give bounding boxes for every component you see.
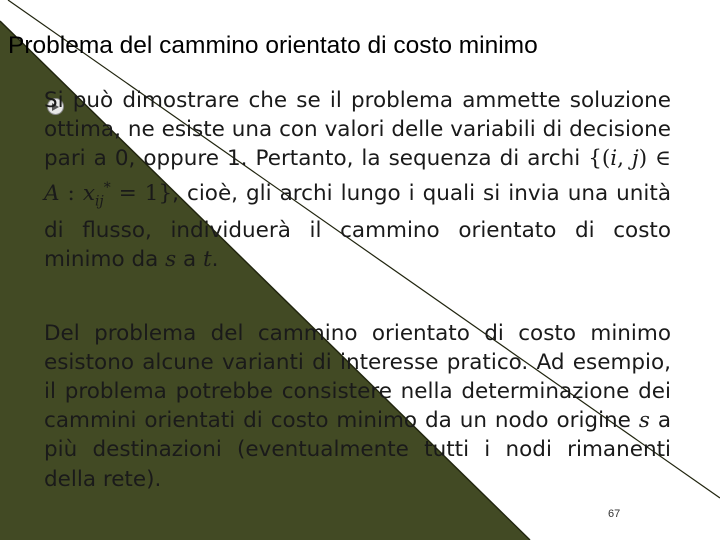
source-node-symbol: s — [165, 247, 177, 273]
paragraph2-text-after: a più destinazioni (eventualmente tutti i nodi rimanenti della rete). — [44, 408, 672, 492]
page-number: 67 — [608, 508, 621, 520]
slide-body — [44, 86, 671, 494]
paragraph1-text-end: . — [211, 247, 219, 273]
paragraph1-text-connector: a — [176, 247, 203, 273]
paragraph1-text-middle: , cioè, gli archi lungo i quali si invia una unità di flusso, individuerà il cammino orientato di costo minimo da — [44, 180, 671, 273]
paragraph2-text-before: Del problema del cammino orientato di costo minimo esistono alcune varianti di interesse pratico. Ad esempio, il problema potrebbe consistere nella determinazione dei cammini orientati di costo minimo da un nodo origine — [44, 320, 671, 434]
paragraph1-text-before: Si può dimostrare che se il problema ammette soluzione ottima, ne esiste una con valori delle variabili di decisione pari a 0, oppure 1. Pertanto, la sequenza di archi — [44, 88, 671, 172]
paragraph-dimostrazione — [44, 86, 671, 275]
target-node-symbol: t — [203, 247, 212, 273]
slide-title: Problema del cammino orientato di costo minimo — [8, 32, 538, 59]
origin-node-symbol: s — [638, 408, 650, 434]
paragraph-varianti — [44, 319, 671, 494]
arc-set-expression: {(i, j) ∈ A : $x_{ij}^* = 1$} — [44, 146, 671, 210]
